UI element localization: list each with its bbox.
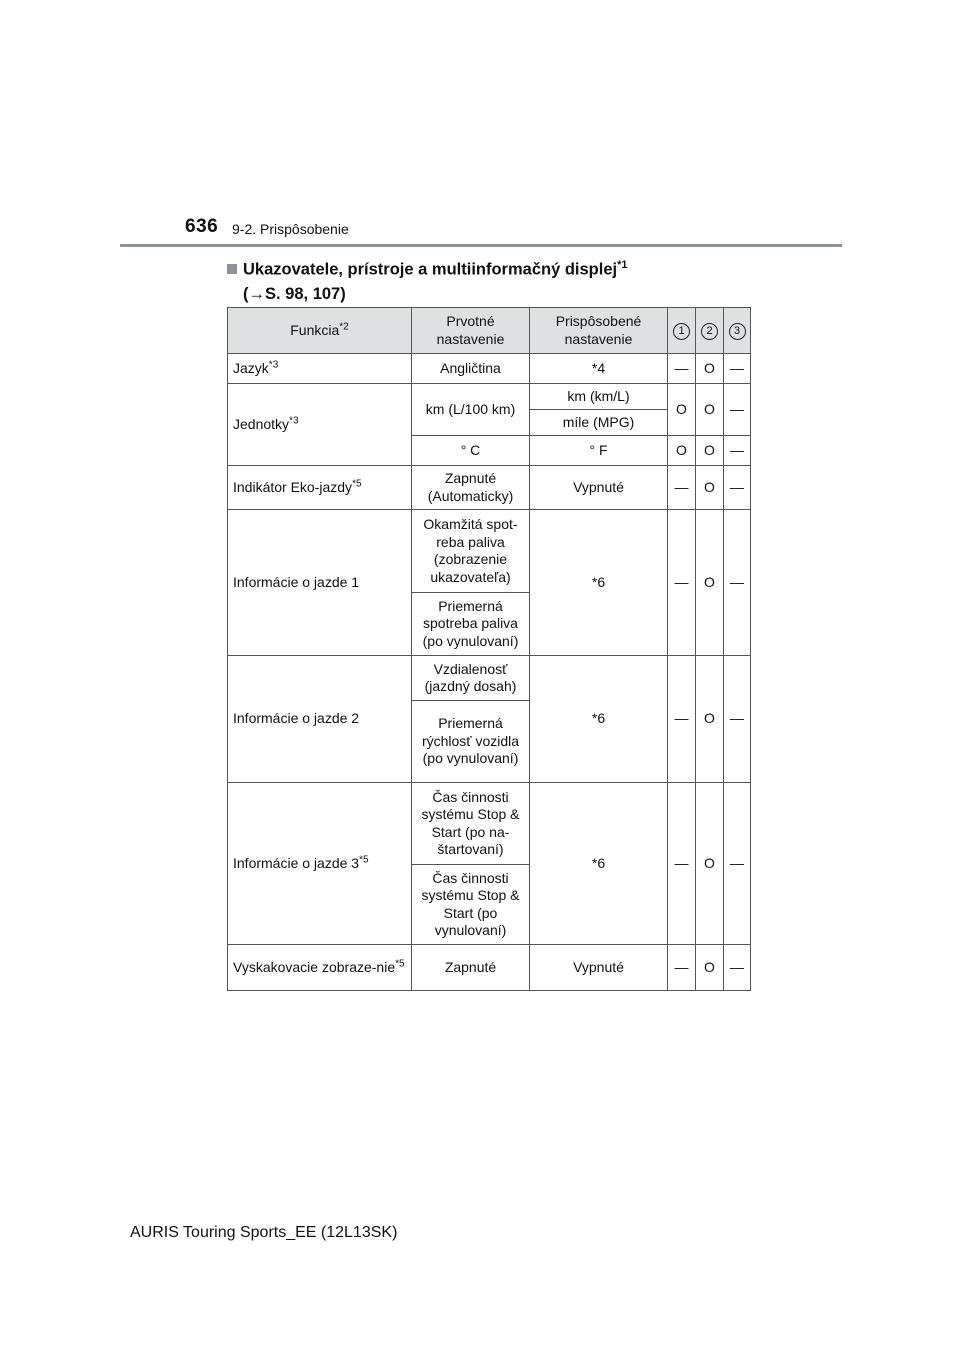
page-reference: (→S. 98, 107) [243, 284, 346, 303]
cell-function: Jednotky$^{*3}$ [228, 384, 412, 466]
cell-col-2: O [696, 510, 724, 656]
cell-default: km (L/100 km) [412, 384, 530, 436]
cell-default: Zapnuté [412, 945, 530, 991]
heading-note: *1 [617, 259, 628, 271]
header-col-2 [696, 308, 724, 354]
header-col-3 [724, 308, 751, 354]
header-default: Prvotné nastavenie [412, 308, 530, 354]
header-divider [120, 244, 842, 247]
cell-default: Čas činnosti systému Stop & Start (po vynulovaní) [412, 865, 530, 945]
cell-col-2: O [696, 354, 724, 384]
cell-col-1: — [668, 945, 696, 991]
cell-col-1: O [668, 436, 696, 466]
cell-col-2: O [696, 656, 724, 783]
section-heading [227, 253, 628, 306]
cell-custom: Vypnuté [530, 945, 668, 991]
cell-custom: *6 [530, 656, 668, 783]
cell-col-1: — [668, 354, 696, 384]
cell-custom: míle (MPG) [530, 410, 668, 436]
cell-col-3: — [724, 656, 751, 783]
cell-col-1: — [668, 656, 696, 783]
cell-function: Vyskakovacie zobraze-nie$^{*5}$ [228, 945, 412, 991]
table-row [228, 466, 751, 510]
cell-col-3: — [724, 945, 751, 991]
cell-col-1: — [668, 510, 696, 656]
heading-title: Ukazovatele, prístroje a multiinformačný displej [243, 260, 618, 279]
cell-custom: *4 [530, 354, 668, 384]
cell-function: Indikátor Eko-jazdy$^{*5}$ [228, 466, 412, 510]
cell-default: Vzdialenosť (jazdný dosah) [412, 656, 530, 701]
cell-col-3: — [724, 354, 751, 384]
table-row [228, 945, 751, 991]
cell-col-2: O [696, 945, 724, 991]
customization-table [227, 307, 751, 991]
header-custom: Prispôsobené nastavenie [530, 308, 668, 354]
page-number: 636 [185, 216, 219, 237]
cell-default: Angličtina [412, 354, 530, 384]
header-function: Funkcia$^{*2}$ [228, 308, 412, 354]
cell-custom: *6 [530, 510, 668, 656]
cell-default: Okamžitá spot-reba paliva (zobrazenie ukazovateľa) [412, 510, 530, 593]
cell-function: Jazyk$^{*3}$ [228, 354, 412, 384]
cell-col-1: — [668, 783, 696, 945]
table-header-row [228, 308, 751, 354]
cell-col-2: O [696, 466, 724, 510]
circled-number-2-icon: 2 [701, 323, 718, 340]
cell-col-1: — [668, 466, 696, 510]
table-row [228, 656, 751, 701]
cell-default: ° C [412, 436, 530, 466]
cell-col-3: — [724, 436, 751, 466]
cell-function: Informácie o jazde 3$^{*5}$ [228, 783, 412, 945]
cell-custom: ° F [530, 436, 668, 466]
cell-custom: Vypnuté [530, 466, 668, 510]
cell-col-3: — [724, 783, 751, 945]
circled-number-3-icon: 3 [729, 323, 746, 340]
table-row [228, 354, 751, 384]
cell-custom: *6 [530, 783, 668, 945]
footer-model: AURIS Touring Sports_EE (12L13SK) [130, 1224, 398, 1241]
table-row [228, 783, 751, 865]
cell-col-2: O [696, 436, 724, 466]
cell-col-3: — [724, 384, 751, 436]
section-label: 9-2. Prispôsobenie [232, 221, 349, 237]
table-row [228, 384, 751, 410]
square-bullet-icon [227, 264, 237, 274]
cell-default: Priemerná rýchlosť vozidla (po vynulovaní) [412, 701, 530, 783]
circled-number-1-icon: 1 [673, 323, 690, 340]
cell-col-1: O [668, 384, 696, 436]
cell-function: Informácie o jazde 1 [228, 510, 412, 656]
cell-default: Zapnuté (Automaticky) [412, 466, 530, 510]
cell-col-2: O [696, 783, 724, 945]
cell-col-2: O [696, 384, 724, 436]
cell-default: Čas činnosti systému Stop & Start (po na-štartovaní) [412, 783, 530, 865]
cell-default: Priemerná spotreba paliva (po vynulovaní) [412, 593, 530, 656]
table-row [228, 510, 751, 593]
header-col-1 [668, 308, 696, 354]
cell-col-3: — [724, 466, 751, 510]
cell-custom: km (km/L) [530, 384, 668, 410]
cell-function: Informácie o jazde 2 [228, 656, 412, 783]
cell-col-3: — [724, 510, 751, 656]
